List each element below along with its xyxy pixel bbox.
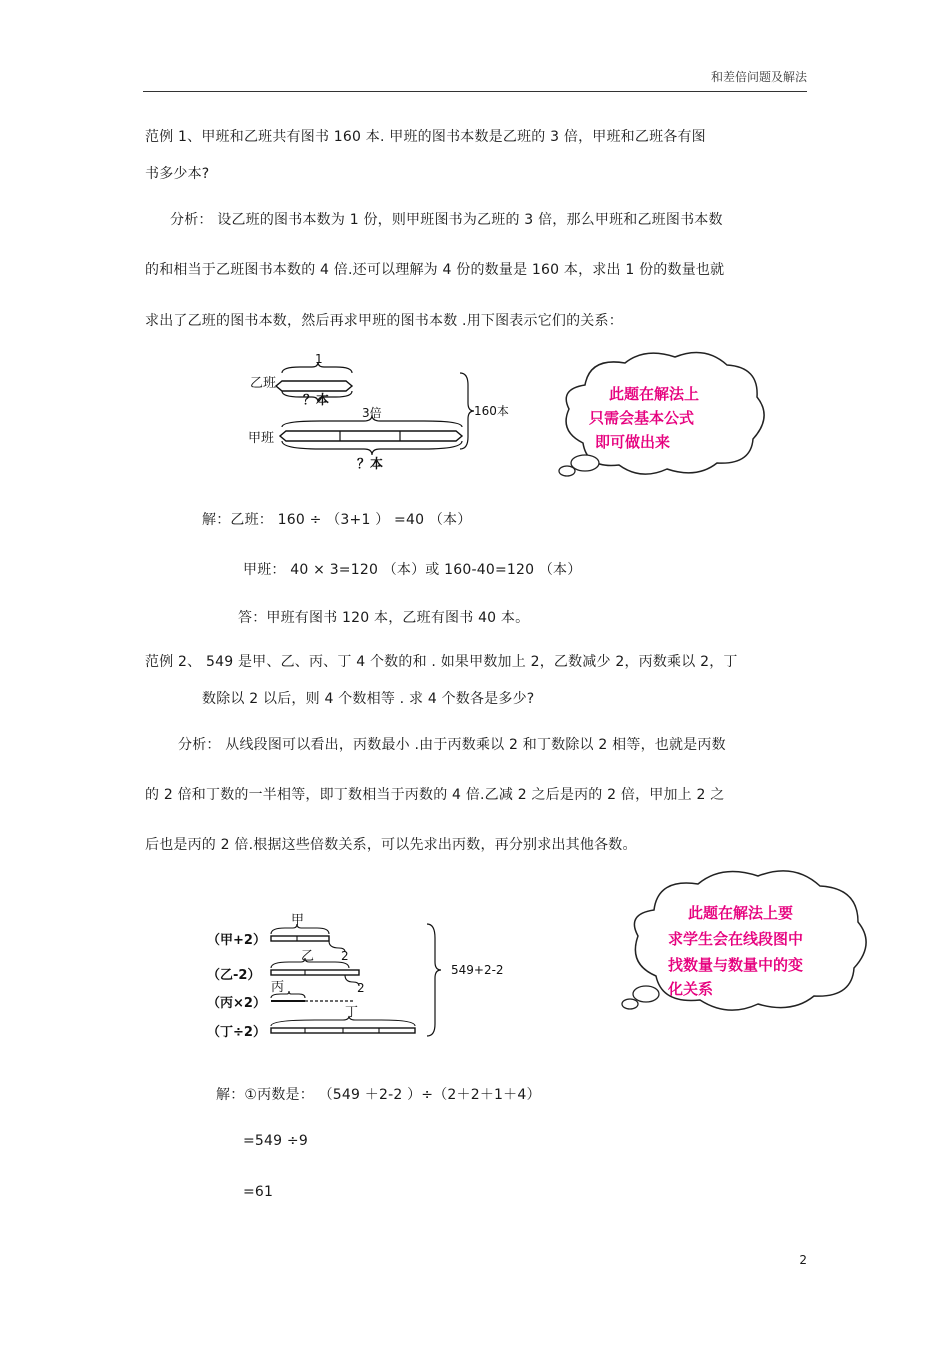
example1-solution-jia: 甲班： 40 × 3=120 （本）或 160-40=120 （本） [243,562,582,578]
diagram1-label-q1: ？本 [303,393,330,408]
diagram2-bar-yi [271,970,359,975]
diagram1-brace-total [460,373,474,449]
page-number: 2 [799,1253,807,1267]
diagram1-label-total: 160本 [474,404,509,418]
diagram1-label-q2: ？本 [357,457,384,472]
example1-line-segment-diagram [240,345,540,475]
diagram2-bar-jia [271,936,329,941]
example2-problem-line2: 数除以 2 以后，则 4 个数相等 . 求 4 个数各是多少? [202,691,535,707]
diagram2-label-ding: 丁 [345,1005,359,1020]
cloud1-line3: 即可做出来 [595,433,671,451]
example2-analysis-line3: 后也是丙的 2 倍.根据这些倍数关系，可以先求出丙数，再分别求出其他各数。 [145,837,637,853]
example2-solution-line2: =549 ÷9 [243,1133,308,1149]
diagram2-label-two-a: 2 [341,949,349,963]
diagram2-brace-ding [271,1016,415,1026]
example1-analysis-line1: 分析： 设乙班的图书本数为 1 份，则甲班图书为乙班的 3 倍，那么甲班和乙班图书本数 [170,212,723,228]
diagram2-row2-label: （乙-2） [207,968,261,983]
example2-thought-cloud [612,862,882,1022]
cloud1-line1: 此题在解法上 [609,385,700,403]
diagram2-label-total: 549+2-2 [451,963,504,977]
example1-thought-cloud [545,345,775,485]
diagram1-label-yi: 乙班 [250,376,277,391]
diagram2-label-yi: 乙 [301,949,315,964]
diagram2-label-two-b: 2 [357,981,365,995]
header-divider [143,91,807,92]
cloud2-line2: 求学生会在线段图中 [668,930,804,948]
diagram2-row4-label: （丁÷2） [207,1025,266,1040]
example2-problem-line1: 范例 2、 549 是甲、乙、丙、丁 4 个数的和 . 如果甲数加上 2，乙数减少 2，丙数乘以 2，丁 [145,654,738,670]
example1-problem-line2: 书多少本? [145,166,210,182]
diagram1-bar-yi [276,381,352,391]
diagram1-brace-q2 [282,441,462,455]
example2-solution-line1: 解：①丙数是： （549 ＋2-2 ）÷（2＋2＋1＋4） [216,1087,541,1103]
diagram2-row1-label: （甲+2） [207,933,266,948]
diagram1-brace-three-times [282,415,462,427]
example1-solution-yi: 解：乙班： 160 ÷ （3+1 ） =40 （本） [202,512,472,528]
example1-problem-line1: 范例 1、甲班和乙班共有图书 160 本. 甲班的图书本数是乙班的 3 倍，甲班和乙班各有图 [145,129,706,145]
diagram2-label-bing: 丙 [271,980,285,995]
cloud2-line4: 化关系 [668,980,714,998]
cloud1-tail-small [559,466,575,476]
cloud2-tail-large [633,986,659,1002]
diagram1-label-three-times: 3倍 [362,406,382,420]
example1-analysis-line3: 求出了乙班的图书本数，然后再求甲班的图书本数 .用下图表示它们的关系： [145,313,623,329]
example2-analysis-line2: 的 2 倍和丁数的一半相等，即丁数相当于丙数的 4 倍.乙减 2 之后是丙的 2 倍，甲加上 2 之 [145,787,725,803]
diagram1-bar-jia [280,431,462,441]
example2-solution-line3: =61 [243,1184,274,1200]
cloud2-tail-small [622,999,638,1009]
diagram2-brace-total [427,924,441,1036]
cloud1-tail-large [571,455,599,471]
diagram2-label-jia: 甲 [291,913,305,928]
example2-line-segment-diagram [205,912,535,1047]
cloud2-line1: 此题在解法上要 [688,904,794,922]
example1-analysis-line2: 的和相当于乙班图书本数的 4 倍.还可以理解为 4 份的数量是 160 本，求出 1 份的数量也就 [145,262,725,278]
example1-answer: 答：甲班有图书 120 本，乙班有图书 40 本。 [238,610,530,626]
diagram1-label-one: 1 [315,352,323,366]
diagram1-label-jia: 甲班 [248,431,275,446]
running-header: 和差倍问题及解法 [710,70,807,84]
example2-analysis-line1: 分析： 从线段图可以看出，丙数最小 .由于丙数乘以 2 和丁数除以 2 相等，也就是丙数 [178,737,726,753]
cloud1-line2: 只需会基本公式 [589,409,695,427]
diagram2-row3-label: （丙×2） [207,996,266,1011]
cloud2-line3: 找数量与数量中的变 [668,956,804,974]
